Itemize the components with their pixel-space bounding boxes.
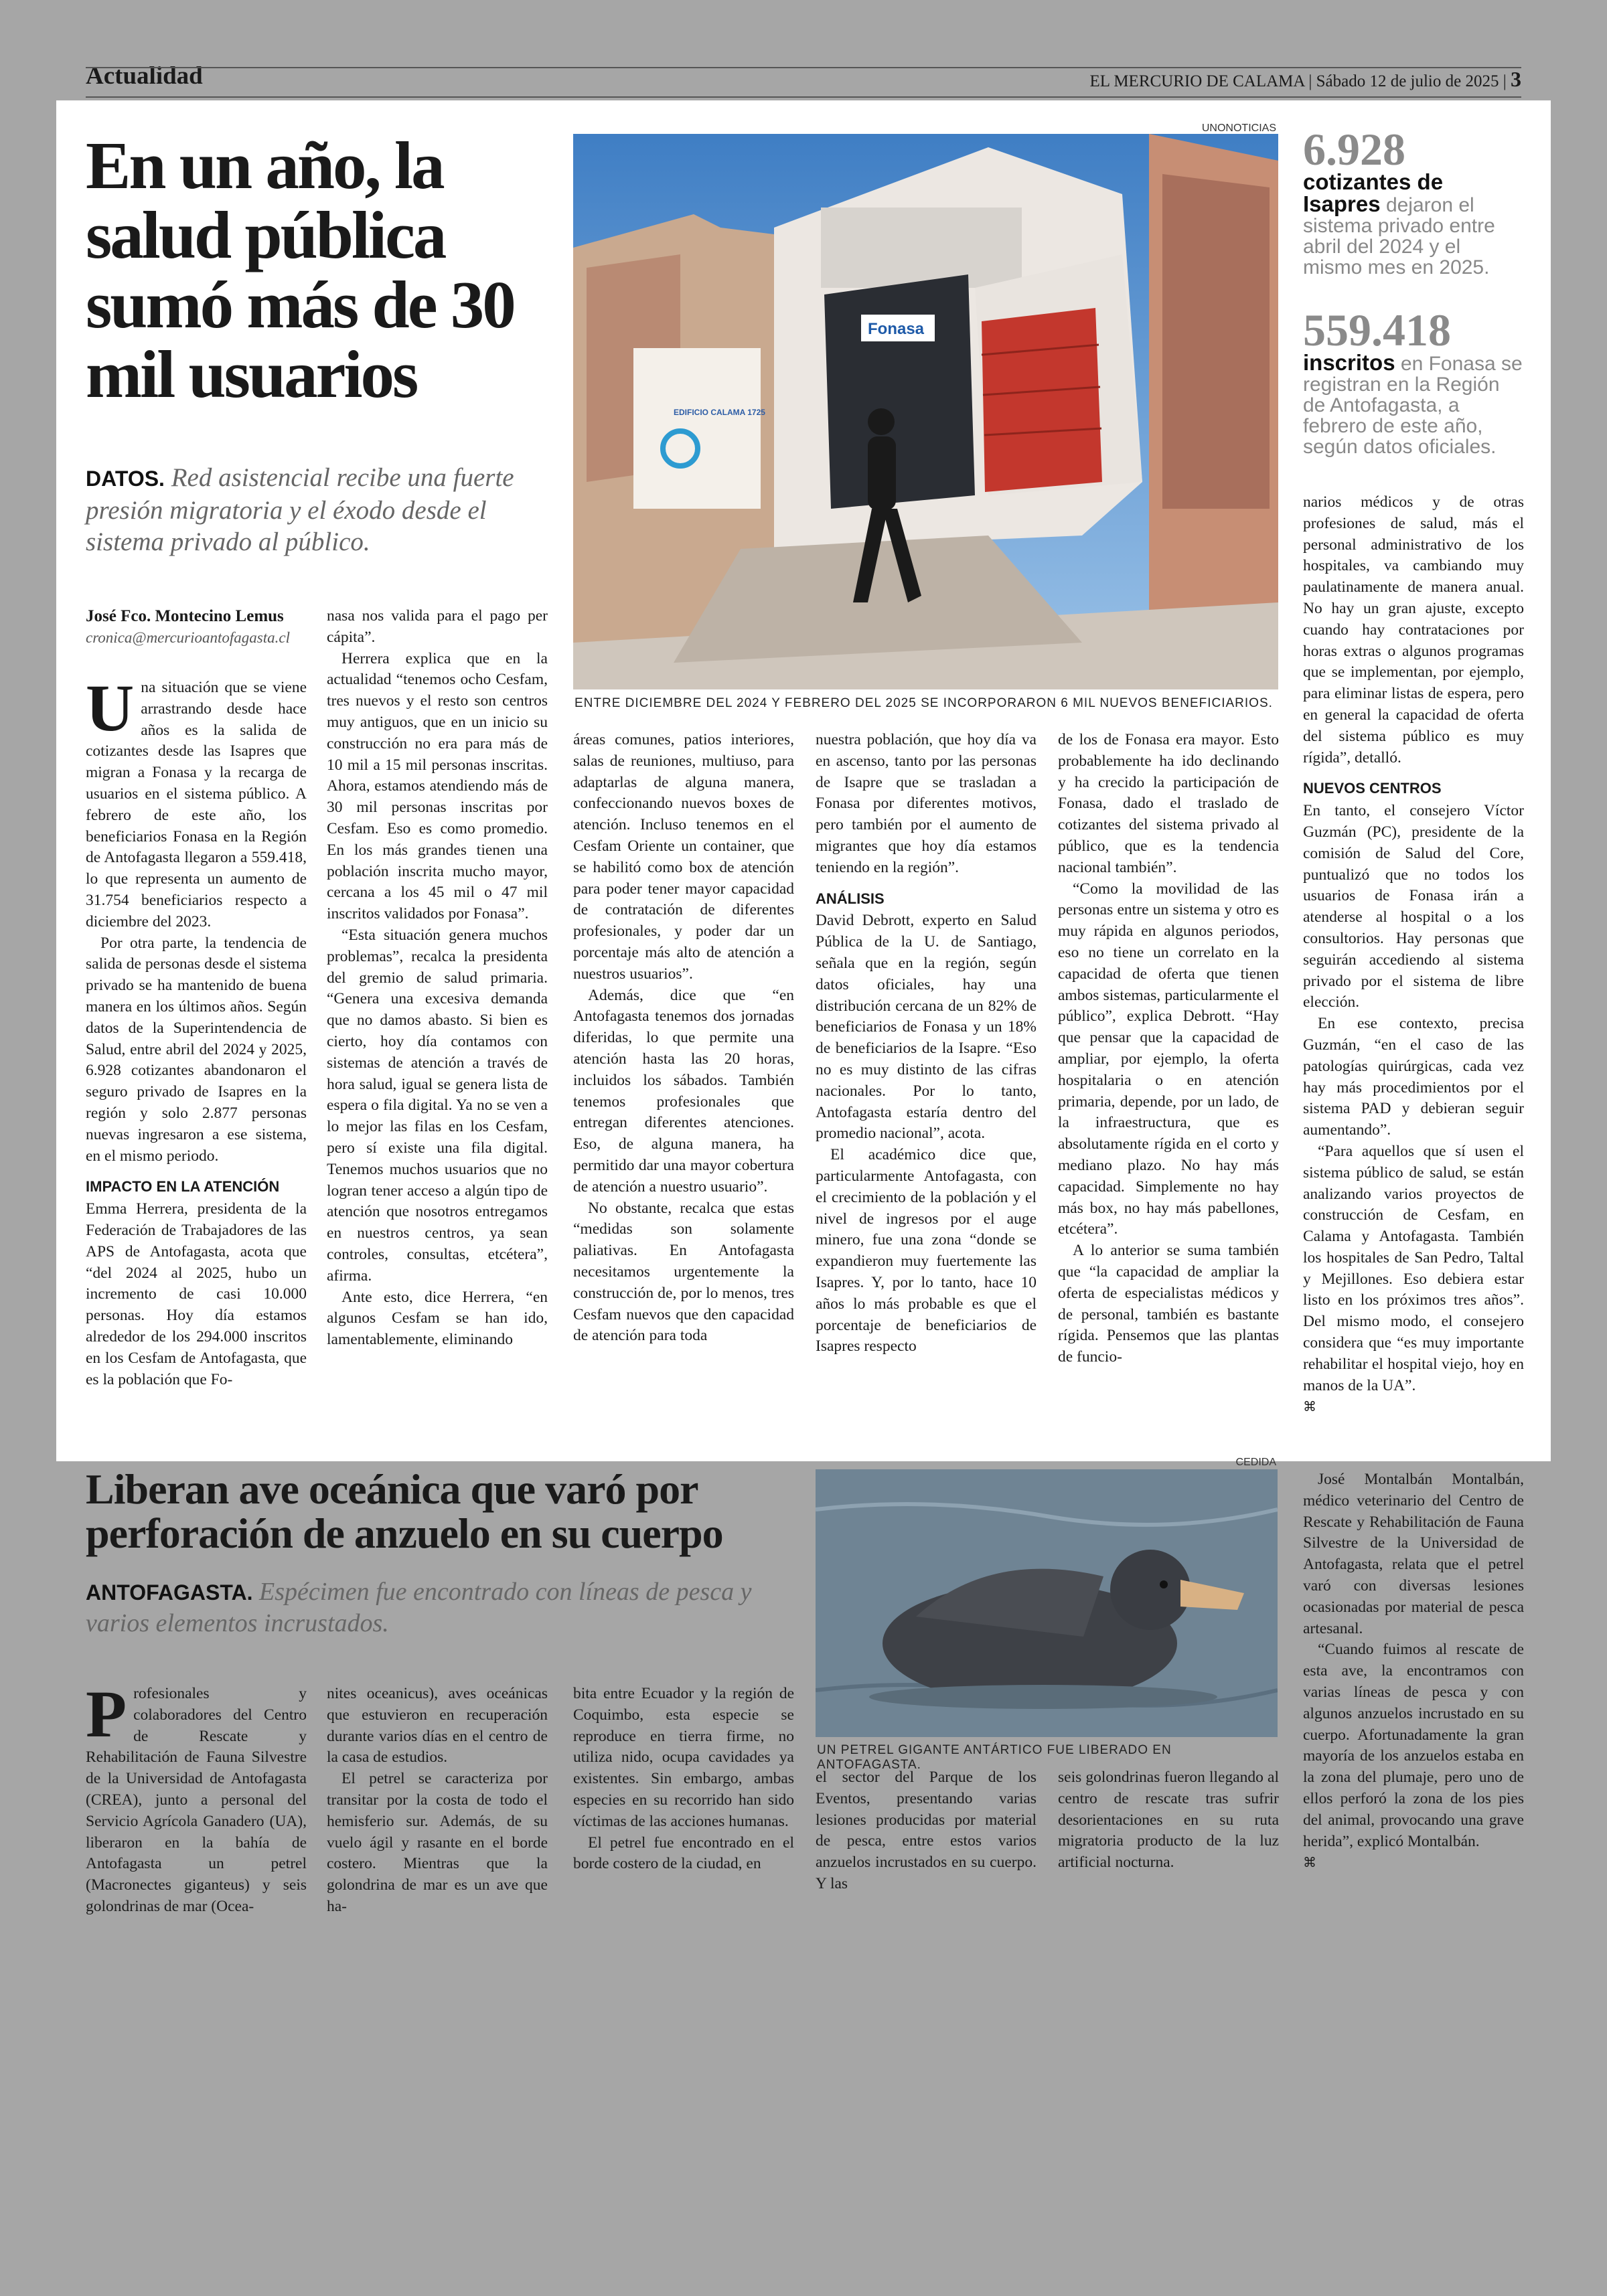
photo2-credit: CEDIDA — [1235, 1457, 1276, 1468]
building-sign: EDIFICIO CALAMA 1725 — [674, 408, 765, 417]
paragraph: nasa nos valida para el pago per cápita”. — [327, 607, 548, 646]
paragraph: el sector del Parque de los Eventos, presentando varias lesiones producidas por material de pesca, entre estos varios anzuelos incrustados en su cuerpo. Y las — [816, 1769, 1037, 1892]
article-column-3 — [573, 730, 794, 1347]
byline-email: cronica@mercurioantofagasta.cl — [86, 629, 290, 646]
fonasa-building-illustration — [573, 134, 1278, 689]
paragraph: “Como la movilidad de las personas entre un sistema y otro es muy rápida en algunos periodos, eso no tiene un correlato en la capacidad de oferta que tienen ambos sistemas, particularmente el público”, explica Debrott. “Hay que pensar que la capacidad de ampliar, por ejemplo, la oferta hospitalaria o en atención primaria, depende, por un lado, de la infraestructura, que es absolutamente rígida en el corto y mediano plazo. No hay más capacidad. Simplemente no hay más box, no hay más pabellones, etcétera”. — [1058, 880, 1279, 1238]
article-headline: En un año, la salud pública sumó más de 30 mil usuarios — [86, 128, 514, 412]
article2-column-5 — [1058, 1767, 1279, 1874]
paragraph: José Montalbán Montalbán, médico veterinario del Centro de Rescate y Rehabilitación de Fauna Silvestre de la Universidad de Antofagasta, relata que el petrel varó con diversas lesiones ocasionadas por material de pesca artesanal. — [1303, 1471, 1524, 1637]
deck-kicker: ANTOFAGASTA. — [86, 1580, 253, 1605]
deck-text: Red asistencial recibe una fuerte presión migratoria y el éxodo desde el sistema privado al público. — [86, 463, 514, 556]
article-column-5 — [1058, 730, 1279, 1368]
paragraph: “Para aquellos que sí usen el sistema público de salud, se están analizando varios proyectos de construcción de Cesfam, en Calama y Antofagasta. También los hospitales de San Pedro, Taltal y Mejillones. Eso debiera estar listo en los próximos tres años”. Del mismo modo, el consejero considera que “es muy importante rehabilitar el hospital viejo, hoy en manos de la UA”. — [1303, 1142, 1524, 1394]
byline — [86, 606, 313, 649]
paragraph: Emma Herrera, presidenta de la Federación de Trabajadores de las APS de Antofagasta, acota que “del 2024 al 2025, hubo un incremento de casi 10.000 personas. Hoy día estamos alrededor de los 294.000 inscritos en los Cesfam de Antofagasta, que es la población que Fo- — [86, 1200, 307, 1388]
stat-number: 6.928 — [1303, 124, 1405, 175]
fonasa-building-photo — [573, 134, 1278, 689]
byline-name: José Fco. Montecino Lemus — [86, 607, 284, 625]
paragraph: A lo anterior se suma también que “la capacidad de ampliar la oferta de especialistas médicos y de personal, también es bastante rígida. Pensemos que las plantas de funcio- — [1058, 1242, 1279, 1366]
deck-kicker: DATOS. — [86, 467, 165, 491]
paragraph: En tanto, el consejero Víctor Guzmán (PC), presidente de la comisión de Salud del Core, puntualizó que no todos los usuarios de Fonasa irán a atenderse al hospital o a los consultorios. Hay personas que seguirán accediendo al sistema privado por el sistema de libre elección. — [1303, 802, 1524, 1011]
paragraph: Además, dice que “en Antofagasta tenemos dos jornadas diferidas, lo que permite una atención hasta las 20 horas, incluidos los sábados. También tenemos profesionales que entregan diferentes atenciones. Eso, de alguna manera, ha permitido dar una mayor cobertura de atención a nuestro usuario”. — [573, 986, 794, 1196]
article-column-4 — [816, 730, 1037, 1358]
article2-deck — [86, 1576, 809, 1639]
stat-block-1 — [1303, 124, 1524, 278]
subheading: IMPACTO EN LA ATENCIÓN — [86, 1178, 280, 1196]
dropcap: P — [86, 1677, 127, 1751]
dropcap: U — [86, 671, 135, 745]
article2-column-4 — [816, 1767, 1037, 1895]
publication-name: EL MERCURIO DE CALAMA — [1089, 72, 1305, 90]
paragraph: rofesionales y colaboradores del Centro de Rescate y Rehabilitación de Fauna Silvestre de la Universidad de Antofagasta (CREA), junto a personal del Servicio Agrícola Ganadero (UA), liberaron en la bahía de Antofagasta un petrel (Macronectes giganteus) y seis golondrinas de mar (Ocea- — [86, 1685, 307, 1915]
end-mark: ⌘ — [1303, 1854, 1316, 1871]
petrel-photo — [816, 1469, 1278, 1737]
stat-block-2 — [1303, 305, 1524, 458]
paragraph: Ante esto, dice Herrera, “en algunos Cesfam se han ido, lamentablemente, eliminando — [327, 1288, 548, 1349]
paragraph: “Esta situación genera muchos problemas”, recalca la presidenta del gremio de salud primaria. “Genera una excesiva demanda que no damos abasto. Si bien es cierto, hoy día contamos con sistemas de atención a través de hora salud, igual se genera lista de espera o fila digital. Ya no se ven a lo mejor las filas en los Cesfam, pero sí existe una fila digital. Tenemos muchos usuarios que no logran tener acceso a algún tipo de atención que nosotros entregamos en nuestros centros, ya sean controles, consultas, etcétera”, afirma. — [327, 926, 548, 1285]
article-deck — [86, 462, 554, 558]
paragraph: na situación que se viene arrastrando desde hace años es la salida de cotizantes desde las Isapres que migran a Fonasa y la recarga de usuarios en el sistema público. A febrero de este año, los beneficiarios Fonasa en la Región de Antofagasta llegaron a 559.418, lo que representa un aumento de 31.754 beneficiarios respecto a diciembre del 2023. — [86, 679, 307, 930]
paragraph: bita entre Ecuador y la región de Coquimbo, esta especie se reproduce en tierra firme, no utiliza nido, ocupa cavidades ya existentes. Sin embargo, ambas especies en su recorrido han sido víctimas de las acciones humanas. — [573, 1685, 794, 1830]
paragraph: En ese contexto, precisa Guzmán, “en el caso de las patologías quirúrgicas, cada vez hay más procedimientos por el sistema PAD y debieran seguir aumentando”. — [1303, 1015, 1524, 1139]
paragraph: No obstante, recalca que estas “medidas son solamente paliativas. En Antofagasta necesitamos urgentemente la construcción de, por lo menos, tres Cesfam nuevos que den capacidad de atención para toda — [573, 1199, 794, 1345]
paragraph: nuestra población, que hoy día va en ascenso, tanto por las personas de Isapre que se trasladan a Fonasa por diferentes motivos, pero también por el aumento de migrantes que hoy día estamos teniendo en la región”. — [816, 731, 1037, 876]
paragraph: David Debrott, experto en Salud Pública de la U. de Santiago, señala que en la región, según datos oficiales, hay una distribución cercana de un 82% de beneficiarios de Fonasa y un 18% de beneficiarios de la Isapre. “Eso no es muy distinto de las cifras nacionales. Por lo tanto, Antofagasta estaría dentro del promedio nacional”, acota. — [816, 912, 1037, 1143]
paragraph: “Cuando fuimos al rescate de esta ave, la encontramos con varias líneas de pesca y con algunos anzuelos incrustado en su cuerpo. Afortunadamente la gran mayoría de los anzuelos estaba en la zona del plumaje, pero uno de ellos perforó la zona de los pies del animal, provocando una grave herida”, explicó Montalbán. — [1303, 1641, 1524, 1850]
photo2-caption: UN PETREL GIGANTE ANTÁRTICO FUE LIBERADO EN ANTOFAGASTA. — [817, 1743, 1172, 1772]
paragraph: áreas comunes, patios interiores, salas de reuniones, multiuso, para adaptarlas de alguna manera, confeccionando nuevos boxes de atención. Incluso tenemos en el Cesfam Oriente un container, que se habilitó como box de atención para poder tener mayor capacidad de contratación de diferentes profesionales, y poder dar un porcentaje más alto de atención a nuestros usuarios”. — [573, 731, 794, 983]
article2-column-2 — [327, 1684, 548, 1918]
article-column-1 — [86, 671, 307, 1390]
stat-label: inscritos en Fonasa se registran en la Región de Antofagasta, a febrero de este año, según datos oficiales. — [1303, 350, 1523, 458]
article-column-6 — [1303, 492, 1524, 1418]
paragraph: seis golondrinas fueron llegando al centro de rescate tras sufrir desorientaciones en su ruta migratoria producto de la luz artificial nocturna. — [1058, 1769, 1279, 1872]
deck-text: Espécimen fue encontrado con líneas de pesca y varios elementos incrustados. — [86, 1578, 752, 1637]
paragraph: narios médicos y de otras profesiones de salud, más el personal administrativo de los hospitales, va cambiando muy paulatinamente de manera anual. No hay un gran ajuste, excepto cuando hay contrataciones por horas extras o algunos programas que se implementan, por ejemplo, para eliminar listas de espera, pero en general la capacidad de oferta del sistema público es muy rígida”, detalló. — [1303, 493, 1524, 766]
paragraph: de los de Fonasa era mayor. Esto probablemente ha ido declinando y ha crecido la participación de Fonasa, dado el traslado de cotizantes del sistema privado al público, que es la tendencia nacional también”. — [1058, 731, 1279, 876]
folio: EL MERCURIO DE CALAMA | Sábado 12 de julio de 2025 | 3 — [1089, 67, 1521, 91]
article-column-2 — [327, 606, 548, 1351]
end-mark: ⌘ — [1303, 1398, 1316, 1415]
photo-credit: UNONOTICIAS — [1201, 122, 1276, 134]
article2-headline: Liberan ave oceánica que varó por perforación de anzuelo en su cuerpo — [86, 1465, 723, 1557]
photo-caption: ENTRE DICIEMBRE DEL 2024 Y FEBRERO DEL 2025 SE INCORPORARON 6 MIL NUEVOS BENEFICIARIOS. — [575, 696, 1273, 710]
paragraph: El petrel se caracteriza por transitar por la costa de todo el hemisferio sur. Además, de su vuelo ágil y rasante en el borde costero. Mientras que la golondrina de mar es un ave que ha- — [327, 1770, 548, 1915]
fonasa-sign: Fonasa — [868, 320, 925, 338]
paragraph: Por otra parte, la tendencia de salida de personas desde el sistema privado se ha mantenido de buena manera en los últimos años. Según datos de la Superintendencia de Salud, entre abril del 2024 y 2025, 6.928 cotizantes abandonaron el seguro privado de Isapres en la región y solo 2.877 personas nuevas ingresaron a ese sistema, en el mismo periodo. — [86, 934, 307, 1165]
masthead-rule — [86, 96, 1521, 98]
paragraph: El académico dice que, particularmente Antofagasta, con el crecimiento de la población y el nivel de ingresos por el auge minero, fue una zona “donde se expandieron muy fuertemente las Isapres. Y, por lo tanto, hace 10 años lo más probable es que el porcentaje de beneficiarios de Isapres respecto — [816, 1146, 1037, 1356]
petrel-illustration — [816, 1469, 1278, 1737]
page-number: 3 — [1511, 67, 1521, 91]
article2-column-1 — [86, 1677, 307, 1918]
stat-number: 559.418 — [1303, 305, 1451, 355]
publication-date: Sábado 12 de julio de 2025 — [1316, 72, 1499, 90]
section-label: Actualidad — [86, 62, 203, 90]
paragraph: nites oceanicus), aves oceánicas que estuvieron en recuperación durante varios días en el centro de la casa de estudios. — [327, 1685, 548, 1767]
article2-column-3 — [573, 1684, 794, 1875]
top-rule — [86, 67, 1521, 68]
paragraph: Herrera explica que en la actualidad “tenemos ocho Cesfam, tres nuevos y el resto son centros muy antiguos, que en un inicio su construcción no era para más de 10 mil a 15 mil personas inscritas. Ahora, estamos atendiendo más de 30 mil personas inscritas por Cesfam. Eso es como promedio. En los más grandes tienen una población inscrita mucho mayor, cercana a los 45 mil o 47 mil inscritos validados por Fonasa”. — [327, 649, 548, 923]
stat-label: cotizantes de Isapres dejaron el sistema privado entre abril del 2024 y el mismo mes en 2025. — [1303, 169, 1495, 278]
paragraph: El petrel fue encontrado en el borde costero de la ciudad, en — [573, 1833, 794, 1873]
article2-column-6 — [1303, 1469, 1524, 1874]
subheading: NUEVOS CENTROS — [1303, 780, 1442, 797]
subheading: ANÁLISIS — [816, 890, 885, 907]
